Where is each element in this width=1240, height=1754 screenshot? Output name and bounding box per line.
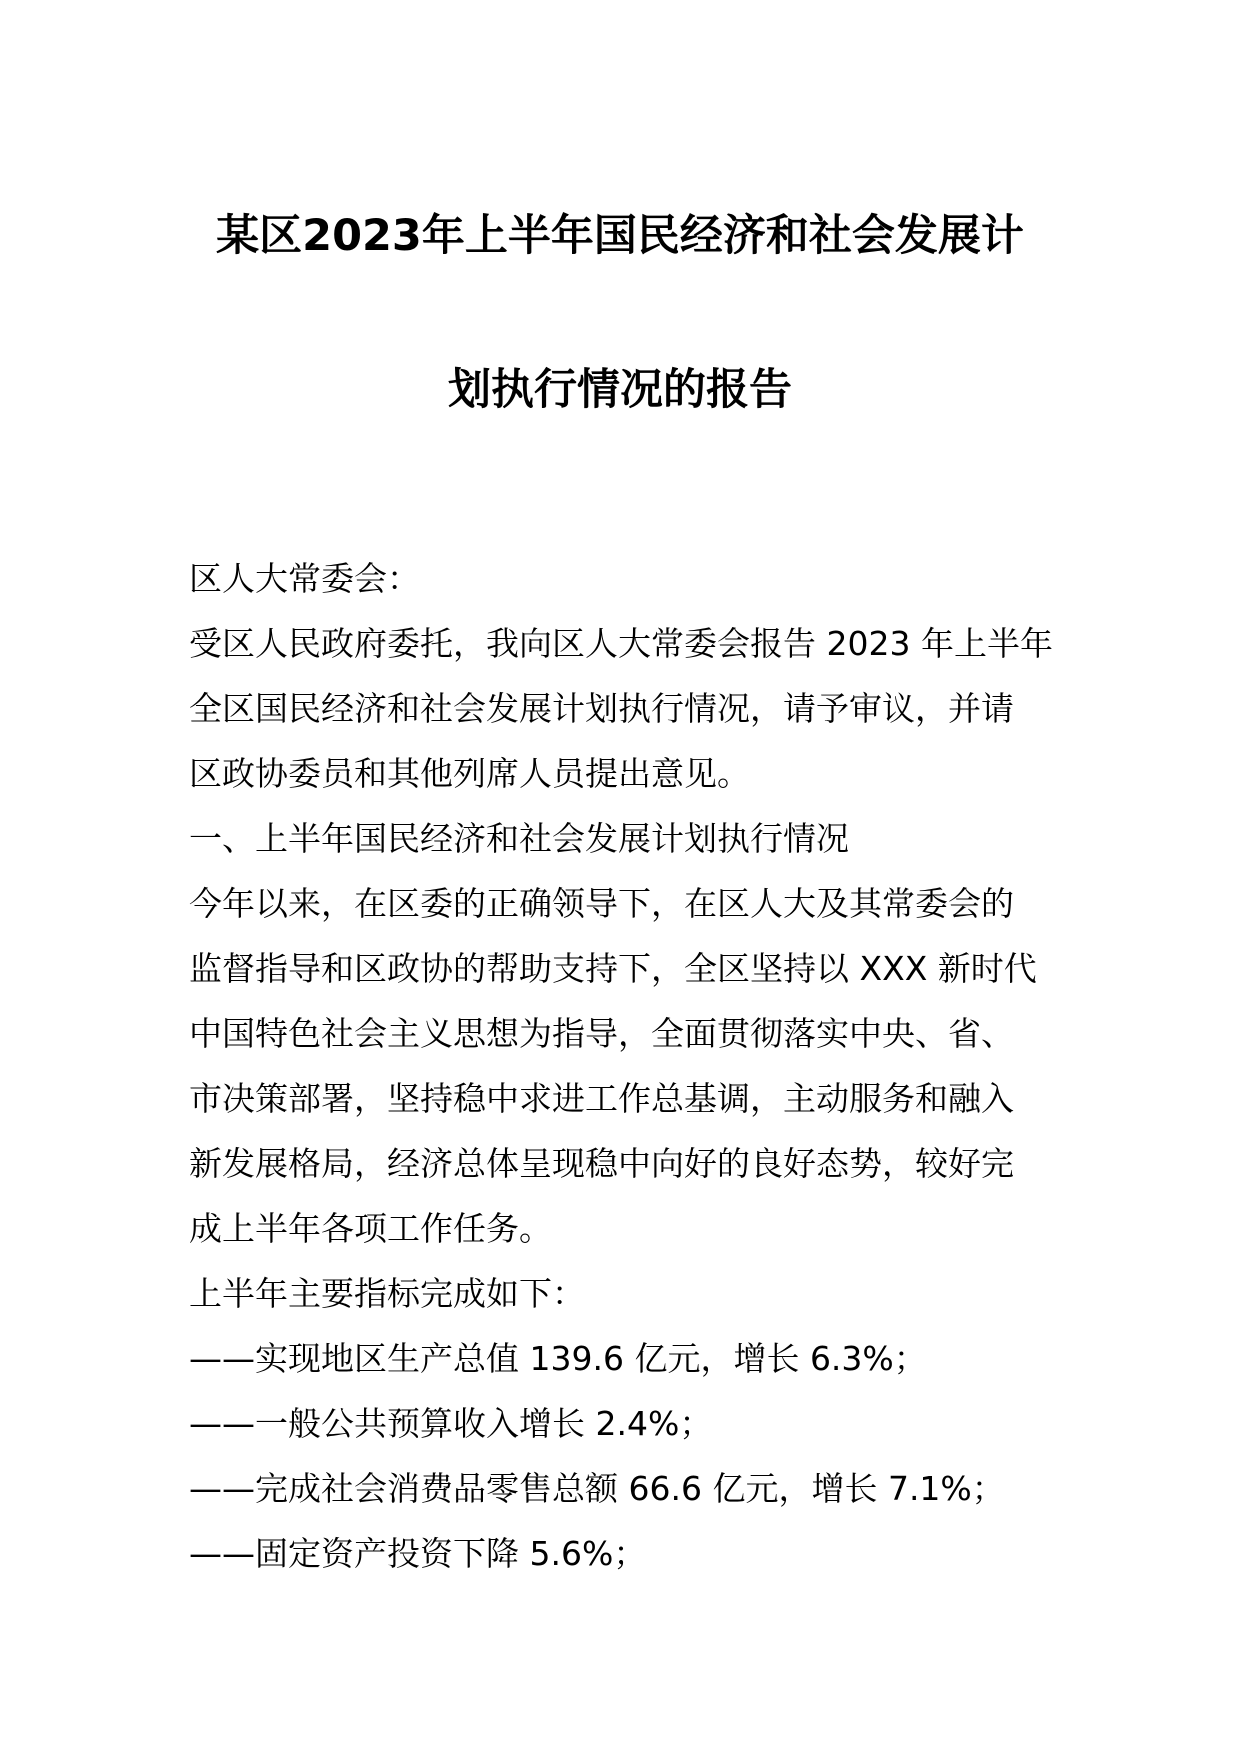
paragraph-line: 今年以来，在区委的正确领导下，在区人大及其常委会的 — [189, 884, 1014, 923]
indicator-item: ——完成社会消费品零售总额 66.6 亿元，增长 7.1%； — [189, 1469, 1005, 1508]
document-body — [189, 546, 1059, 1586]
paragraph-line: 监督指导和区政协的帮助支持下，全区坚持以 XXX 新时代 — [189, 949, 1037, 988]
paragraph-line: 区政协委员和其他列席人员提出意见。 — [189, 754, 750, 793]
paragraph-line: 受区人民政府委托，我向区人大常委会报告 2023 年上半年 — [189, 624, 1053, 663]
paragraph-line: 市决策部署，坚持稳中求进工作总基调，主动服务和融入 — [189, 1079, 1014, 1118]
indicator-item: ——实现地区生产总值 139.6 亿元，增长 6.3%； — [189, 1339, 927, 1378]
indicators-intro: 上半年主要指标完成如下： — [189, 1274, 585, 1313]
paragraph-line: 全区国民经济和社会发展计划执行情况，请予审议，并请 — [189, 689, 1014, 728]
document-title-line-1: 某区2023年上半年国民经济和社会发展计 — [216, 211, 1024, 261]
paragraph-line: 新发展格局，经济总体呈现稳中向好的良好态势，较好完 — [189, 1144, 1014, 1183]
paragraph-line: 中国特色社会主义思想为指导，全面贯彻落实中央、省、 — [189, 1014, 1014, 1053]
indicator-item: ——一般公共预算收入增长 2.4%； — [189, 1404, 713, 1443]
salutation: 区人大常委会： — [189, 559, 420, 598]
section-heading: 一、上半年国民经济和社会发展计划执行情况 — [189, 819, 849, 858]
paragraph-line: 成上半年各项工作任务。 — [189, 1209, 552, 1248]
document-title-line-2: 划执行情况的报告 — [448, 365, 792, 415]
indicator-item: ——固定资产投资下降 5.6%； — [189, 1534, 647, 1573]
